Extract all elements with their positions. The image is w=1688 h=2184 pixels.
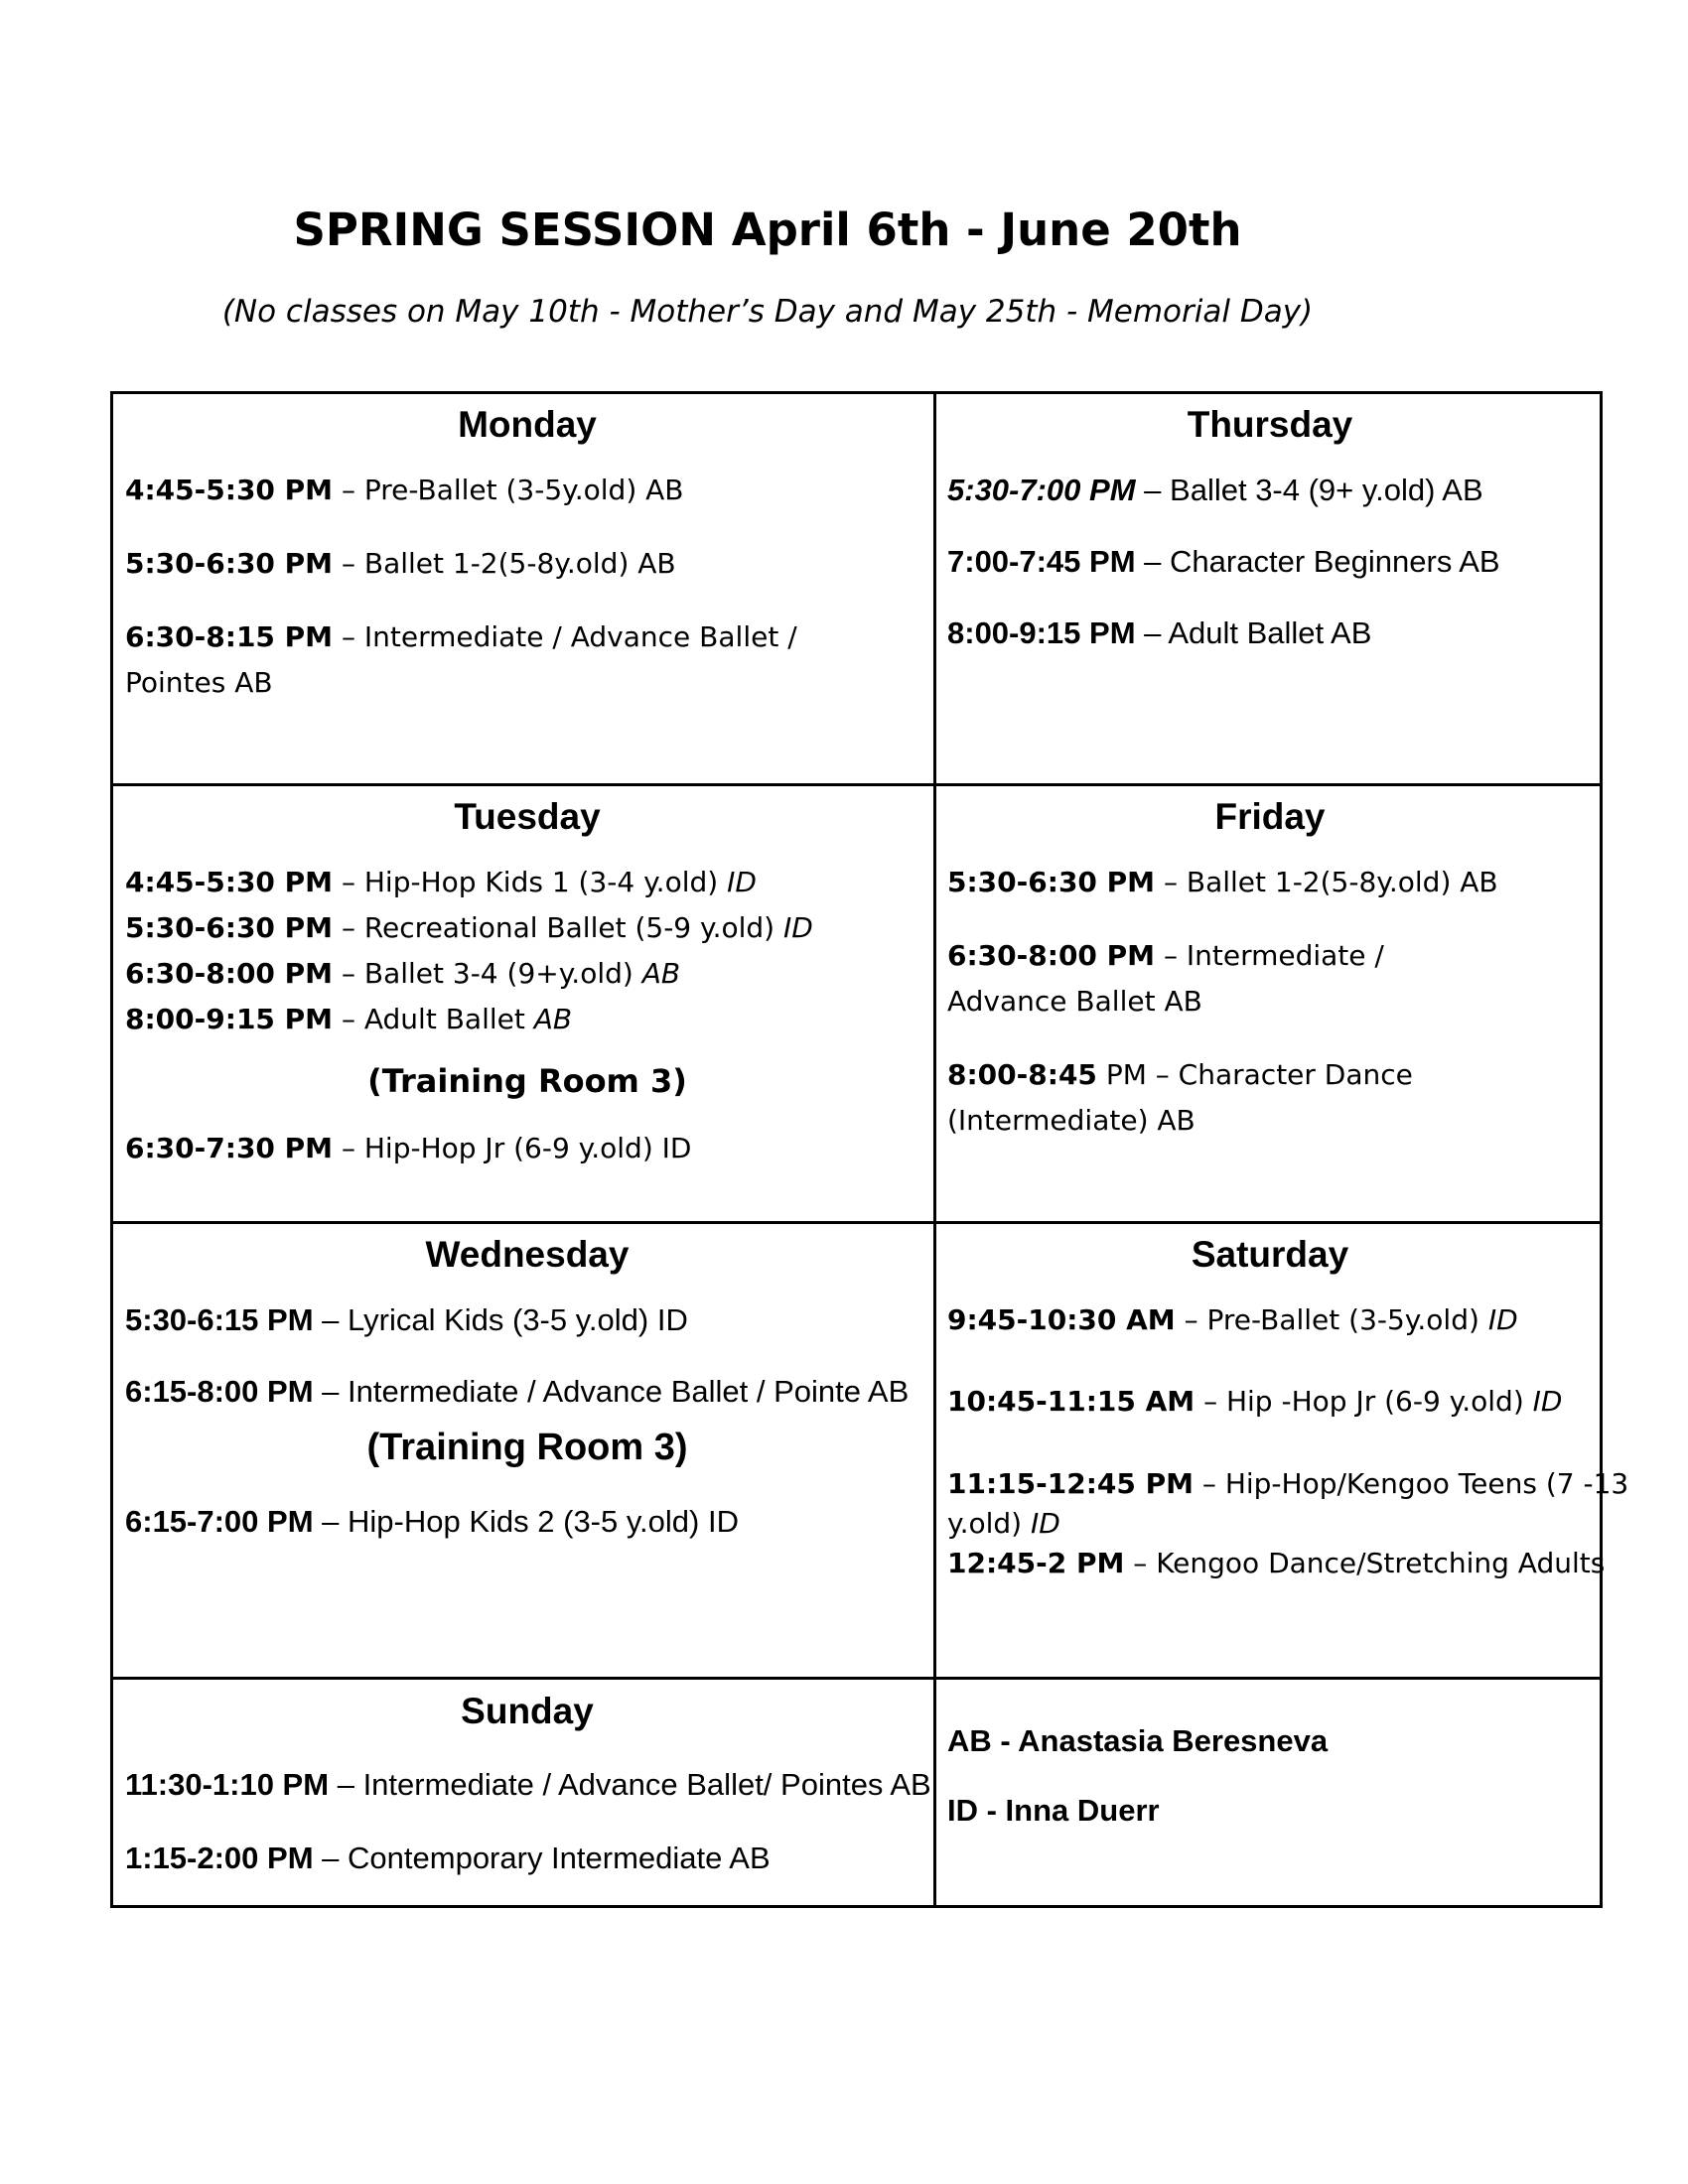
class-entry: 7:00-7:45 PM – Character Beginners AB (947, 544, 1500, 579)
day-heading-monday: Monday (458, 404, 597, 445)
class-entry: 5:30-7:00 PM – Ballet 3-4 (9+ y.old) AB (947, 473, 1483, 507)
teacher-legend (947, 1718, 1593, 1857)
thursday-cell (947, 404, 1593, 684)
wednesday-cell (125, 1234, 929, 1572)
class-entry: 5:30-6:30 PM – Recreational Ballet (5-9 y.old) ID (125, 911, 813, 944)
class-entry: 11:15-12:45 PM – Hip-Hop/Kengoo Teens (7 -13 y.old) ID (947, 1467, 1629, 1540)
class-entry: 9:45-10:30 AM – Pre-Ballet (3-5y.old) ID (947, 1303, 1518, 1336)
day-heading-tuesday: Tuesday (454, 796, 601, 837)
class-entry: 11:30-1:10 PM – Intermediate / Advance Ballet/ Pointes AB (125, 1767, 931, 1802)
holiday-note: (No classes on May 10th - Mother’s Day and May 25th - Memorial Day) (221, 294, 1314, 330)
class-entry: 5:30-6:30 PM – Ballet 1-2(5-8y.old) AB (125, 547, 676, 580)
class-entry: 8:00-8:45 PM – Character Dance (Intermediate) AB (947, 1058, 1413, 1137)
page-title: SPRING SESSION April 6th - June 20th (293, 204, 1242, 256)
room-heading: (Training Room 3) (367, 1062, 687, 1100)
class-entry: 6:15-7:00 PM – Hip-Hop Kids 2 (3-5 y.old) ID (125, 1504, 739, 1539)
row-divider (113, 1677, 1600, 1680)
room-heading: (Training Room 3) (366, 1427, 688, 1468)
friday-cell (947, 796, 1593, 1171)
class-entry: 12:45-2 PM – Kengoo Dance/Stretching Adults (947, 1547, 1606, 1579)
class-entry: 6:30-7:30 PM – Hip-Hop Jr (6-9 y.old) ID (125, 1132, 692, 1164)
class-entry: 6:30-8:15 PM – Intermediate / Advance Ballet / Pointes AB (125, 620, 797, 699)
day-heading-friday: Friday (1214, 796, 1326, 837)
day-heading-sunday: Sunday (461, 1691, 594, 1731)
legend-ab: AB - Anastasia Beresneva (947, 1723, 1329, 1758)
class-entry: 8:00-9:15 PM – Adult Ballet AB (947, 615, 1372, 650)
class-entry: 4:45-5:30 PM – Pre-Ballet (3-5y.old) AB (125, 474, 684, 506)
day-heading-wednesday: Wednesday (425, 1234, 630, 1275)
day-heading-thursday: Thursday (1187, 404, 1353, 445)
schedule-grid (110, 391, 1629, 1908)
day-heading-saturday: Saturday (1191, 1234, 1349, 1275)
monday-cell (125, 404, 929, 734)
class-entry: 6:15-8:00 PM – Intermediate / Advance Ballet / Pointe AB (125, 1374, 910, 1409)
saturday-cell (947, 1234, 1629, 1583)
class-entry: 4:45-5:30 PM – Hip-Hop Kids 1 (3-4 y.old) ID (125, 866, 757, 898)
legend-id: ID - Inna Duerr (947, 1793, 1160, 1828)
class-entry: 5:30-6:15 PM – Lyrical Kids (3-5 y.old) ID (125, 1302, 688, 1337)
sunday-cell (125, 1691, 929, 1881)
row-divider (113, 783, 1600, 786)
tuesday-cell (125, 796, 929, 1171)
class-entry: 10:45-11:15 AM – Hip -Hop Jr (6-9 y.old) ID (947, 1385, 1563, 1418)
class-entry: 5:30-6:30 PM – Ballet 1-2(5-8y.old) AB (947, 866, 1498, 898)
row-divider (113, 1221, 1600, 1224)
class-entry: 6:30-8:00 PM – Ballet 3-4 (9+y.old) AB (125, 957, 681, 990)
class-entry: 1:15-2:00 PM – Contemporary Intermediate AB (125, 1841, 771, 1875)
class-entry: 8:00-9:15 PM – Adult Ballet AB (125, 1003, 573, 1035)
class-entry: 6:30-8:00 PM – Intermediate / Advance Ballet AB (947, 939, 1384, 1018)
